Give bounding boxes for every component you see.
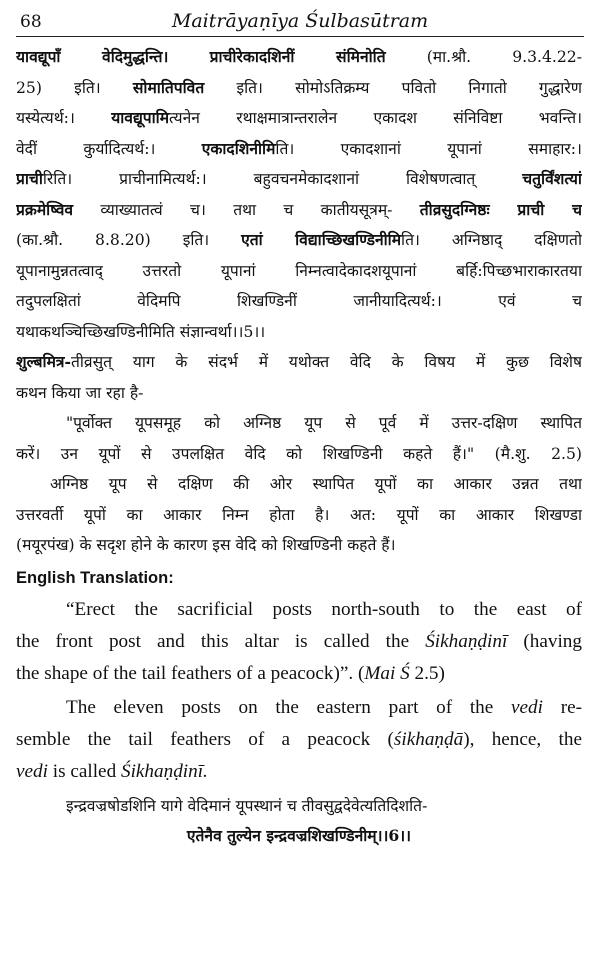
english-line: vedi is called Śikhaṇḍinī. [16,760,208,782]
commentary-line: यूपानामुन्नतत्वाद् उत्तरतो यूपानां निम्नत्वादेकादशयूपानां बर्हि:पिच्छभाराकारतया [16,261,582,280]
page-header [16,8,584,37]
page-number: 68 [20,12,42,32]
commentary-line: यथाकथञ्चिच्छिखण्डिनीमिति संज्ञान्वर्था।।5।। [16,322,266,341]
hindi-line: उत्तरवर्ती यूपों का आकार निम्न होता है। अत: यूपों का आकार शिखण्डा [16,505,582,524]
commentary-line: वेदीं कुर्यादित्यर्थ:। एकादशिनीमिति। एकादशानां यूपानां समाहार:। [16,138,582,158]
hindi-line: अग्निष्ठ यूप से दक्षिण की ओर स्थापित यूपों का आकार उन्नत तथा [50,475,582,493]
commentary-line: तदुपलक्षितां वेदिमपि शिखण्डिनीं जानीयादित्यर्थ:। एवं च [16,292,582,310]
commentary-line: यस्येत्यर्थ:। यावद्यूपामित्यनेन रथाक्षमात्रान्तरालेन एकादश संनिविष्टा भवन्ति। [16,108,582,127]
sutra-intro-line: इन्द्रवज्रषोडशिनि यागे वेदिमानं यूपस्थानं च तीवसुद्वदेवेत्यतिदिशति- [66,796,428,815]
english-heading: English Translation: [16,568,174,587]
commentary-line: प्रक्रमेष्विव व्याख्यातत्वं च। तथा च कातीयसूत्रम्- तीव्रसुदग्निष्ठः प्राची च [16,199,582,219]
hindi-quote-line: "पूर्वोक्त यूपसमूह को अग्निष्ठ यूप से पूर्व में उत्तर-दक्षिण स्थापित [66,414,582,432]
sutra-text: एतेनैव तुल्येन इन्द्रवज्रशिखण्डिनीम्।।6।। [186,826,412,845]
hindi-line: शुल्बमित्र-तीव्रसुत् याग के संदर्भ में यथोक्त वेदि के विषय में कुछ विशेष [16,352,582,371]
english-line: “Erect the sacrificial posts north-south to the east of [66,598,582,620]
english-line: semble the tail feathers of a peacock (śikhaṇḍā), hence, the [16,728,582,750]
english-line: the front post and this altar is called the Śikhaṇḍinī (having [16,630,582,652]
hindi-line: (मयूरपंख) के सदृश होने के कारण इस वेदि को शिखण्डिनी कहते हैं। [16,536,396,554]
hindi-line: कथन किया जा रहा है- [16,383,144,402]
running-title: Maitrāyaṇīya Śulbasūtram [171,10,429,32]
commentary-line: 25) इति। सोमातिपवित इति। सोमोऽतिक्रम्य पवितो निगातो गुद्धारेण [16,77,582,97]
page-body [16,42,582,852]
english-line: The eleven posts on the eastern part of the vedi re- [66,696,582,718]
commentary-line: यावद्यूपाँ वेदिमुद्धन्ति। प्राचीरेकादशिनीं संमिनोति (मा.श्रौ. 9.3.4.22- [16,47,582,66]
hindi-quote-line: करें। उन यूपों से उपलक्षित वेदि को शिखण्डिनी कहते हैं।" (मै.शु. 2.5) [16,444,582,463]
commentary-line: (का.श्रौ. 8.8.20) इति। एतां विद्याच्छिखण्डिनीमिति। अग्निष्ठाद् दक्षिणतो [16,230,582,249]
english-line: the shape of the tail feathers of a peacock)”. (Mai Ś 2.5) [16,662,445,684]
commentary-line: प्राचीरिति। प्राचीनामित्यर्थ:। बहुवचनमेकादशानां विशेषणत्वात् चतुर्विंशत्यां [16,169,582,188]
